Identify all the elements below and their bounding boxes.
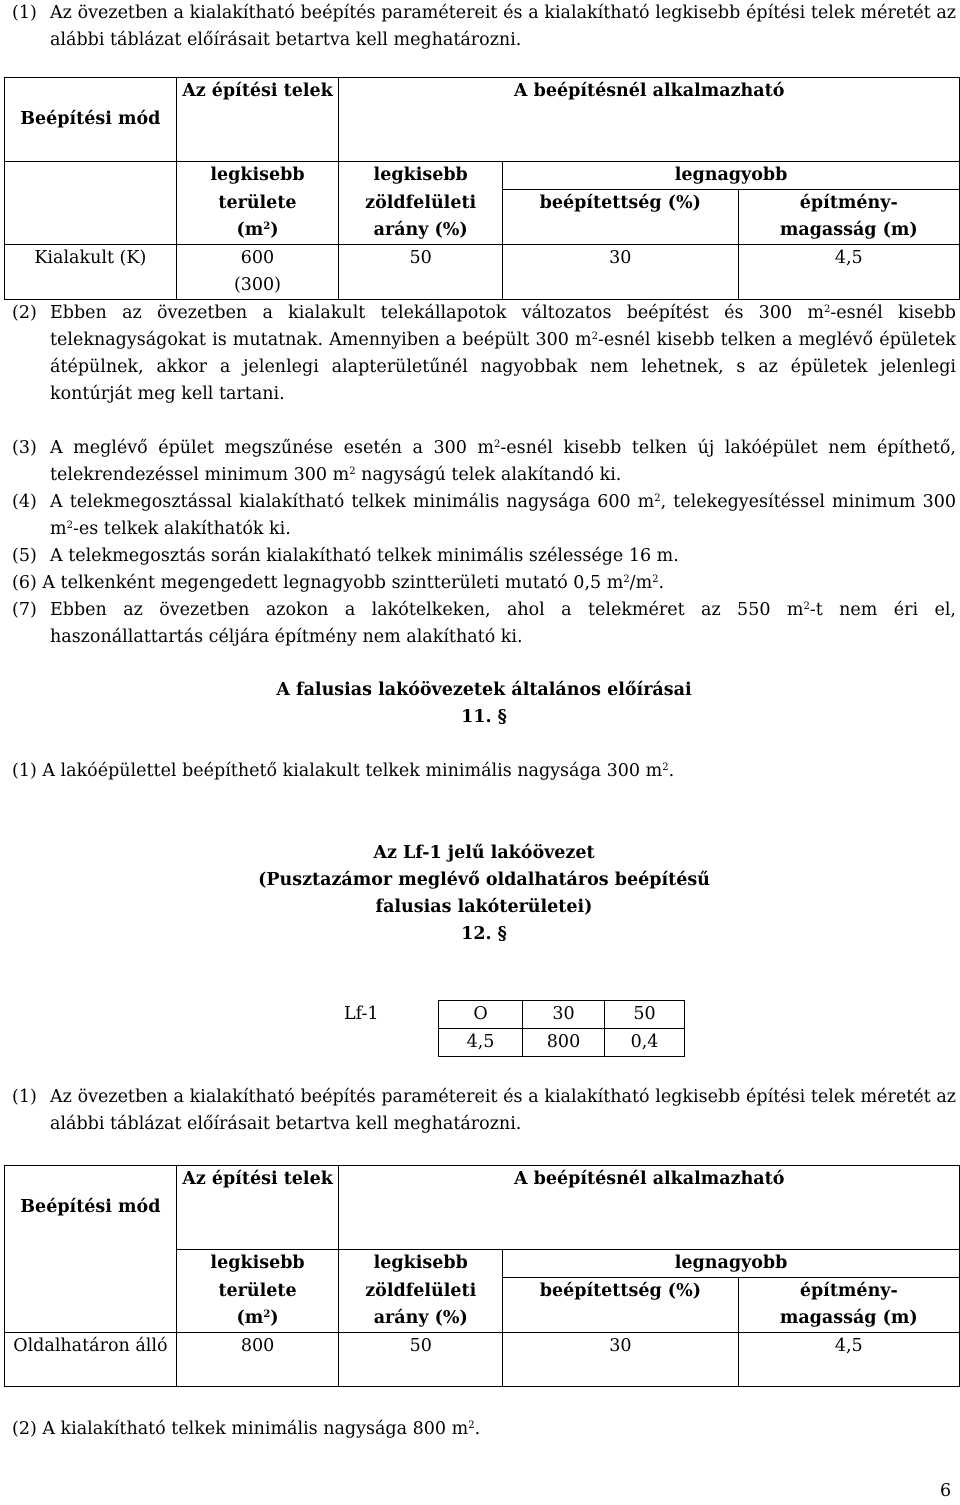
header-area: területe [218,1280,297,1301]
zone-cell: 50 [605,1001,685,1029]
item-number: (5) [12,546,37,566]
header-height [738,1278,959,1333]
row-building-mode: Kialakult (K) [5,245,177,300]
paragraph-item [12,300,956,408]
paragraph-item [12,597,956,651]
zone-label: Lf-1 [344,1004,379,1024]
header-largest: legnagyobb [503,162,960,190]
header-m2: $(m^2)$ [236,1307,279,1328]
paragraph-item [12,0,956,54]
header-applicable: A beépítésnél alkalmazható [339,1166,960,1250]
header-green: zöldfelületi [365,192,477,213]
paragraph-item [12,543,956,570]
header-area-unit [176,190,339,245]
header-green-ratio [339,190,503,245]
header-empty-cell [5,1250,177,1278]
page-number: 6 [940,1481,952,1501]
item-number: (2) [12,303,37,323]
header-ratio: arány (%) [373,219,468,240]
paragraph-item: (1) A lakóépülettel beépíthető kialakult telkek minimális nagysága 300 $m^2$. [12,761,675,781]
paragraph-item: (2) A kialakítható telkek minimális nagysága 800 $m^2$. [12,1419,481,1439]
section-heading: A falusias lakóövezetek általános előírásai [276,680,692,700]
item-text: A meglévő épület megszűnése esetén a 300 $m^2$-esnél kisebb telken új lakóépület nem építhető, telekrendezéssel minimum 300 $m^2$ nagyságú telek alakítandó ki. [50,438,956,485]
zone-cell: 800 [523,1029,605,1057]
header-empty-cell [5,1278,177,1333]
header-building-plot: Az építési telek [176,78,339,162]
header-empty-cell [5,162,177,190]
header-building-plot: Az építési telek [176,1166,339,1250]
row-coverage: 30 [503,1333,738,1387]
section-paragraph-number: 11. § [461,707,507,727]
row-area-alt: (300) [233,275,281,295]
section-heading: Az Lf-1 jelű lakóövezet [373,843,595,863]
header-building-mode: Beépítési mód [5,1166,177,1250]
section-heading: falusias lakóterületei) [375,897,593,917]
row-area-value: 600 [240,248,275,268]
item-text: A telekmegosztás során kialakítható telkek minimális szélessége 16 m. [50,546,679,566]
header-green-ratio [339,1278,503,1333]
item-number: (3) [12,438,37,458]
item-number: (1) [12,3,37,23]
building-parameters-table [4,77,960,300]
header-applicable: A beépítésnél alkalmazható [339,78,960,162]
header-empty-cell [5,190,177,245]
zone-code-matrix [438,1000,685,1057]
header-smallest-green: legkisebb [339,162,503,190]
zone-cell: O [439,1001,523,1029]
header-height [738,190,959,245]
header-coverage: beépítettség (%) [503,1278,738,1333]
row-height: 4,5 [738,245,959,300]
row-area [176,245,339,300]
row-green-ratio: 50 [339,1333,503,1387]
paragraph-item [12,489,956,543]
section-heading: (Pusztazámor meglévő oldalhatáros beépítésű [258,870,710,890]
header-building: építmény- [799,193,898,213]
header-building-mode: Beépítési mód [5,78,177,162]
item-text: Az övezetben a kialakítható beépítés paramétereit és a kialakítható legkisebb építési telek méretét az alábbi táblázat előírásait betartva kell meghatározni. [50,3,956,50]
row-building-mode: Oldalhatáron álló [5,1333,177,1387]
item-text: Az övezetben a kialakítható beépítés paramétereit és a kialakítható legkisebb építési telek méretét az alábbi táblázat előírásait betartva kell meghatározni. [50,1087,956,1134]
paragraph-item: (6) A telkenként megengedett legnagyobb szintterületi mutató 0,5 $m^2/m^2$. [12,573,665,593]
header-height-unit: magasság (m) [779,1308,918,1328]
header-smallest-area: legkisebb [176,162,339,190]
header-area: területe [218,192,297,213]
item-number: (7) [12,600,37,620]
row-green-ratio: 50 [339,245,503,300]
header-coverage: beépítettség (%) [503,190,738,245]
header-height-unit: magasság (m) [779,220,918,240]
item-text: Ebben az övezetben azokon a lakótelkeken, ahol a telekméret az 550 $m^2-t$ nem éri el, haszonállattartás céljára építmény nem alakítható ki. [50,600,956,647]
item-text: A telekmegosztással kialakítható telkek minimális nagysága 600 $m^2$, telekegyesítéssel minimum 300 $m^2-es$ telkek alakíthatók ki. [50,492,956,539]
row-height: 4,5 [738,1333,959,1387]
header-smallest-green: legkisebb [339,1250,503,1278]
item-text: Ebben az övezetben a kialakult telekállapotok változatos beépítést és 300 $m^2$-esnél kisebb teleknagyságokat is mutatnak. Amennyiben a beépült 300 $m^2$-esnél kisebb telken a meglévő épületek átépülnek, akkor a jelenlegi alapterületűnél nagyobbak nem lehetnek, s az épületek jelenlegi kontúrját meg kell tartani. [50,303,957,404]
zone-cell: 4,5 [439,1029,523,1057]
item-number: (4) [12,492,37,512]
paragraph-item [12,435,956,489]
header-ratio: arány (%) [373,1307,468,1328]
item-number: (1) [12,1087,37,1107]
zone-cell: 30 [523,1001,605,1029]
header-largest: legnagyobb [503,1250,960,1278]
row-area: 800 [176,1333,339,1387]
building-parameters-table [4,1165,960,1387]
header-green: zöldfelületi [365,1280,477,1301]
header-m2: $(m^2)$ [236,219,279,240]
header-area-unit [176,1278,339,1333]
paragraph-item [12,1084,956,1138]
section-paragraph-number: 12. § [461,924,507,944]
header-smallest-area: legkisebb [176,1250,339,1278]
zone-cell: 0,4 [605,1029,685,1057]
row-coverage: 30 [503,245,738,300]
header-building: építmény- [799,1281,898,1301]
